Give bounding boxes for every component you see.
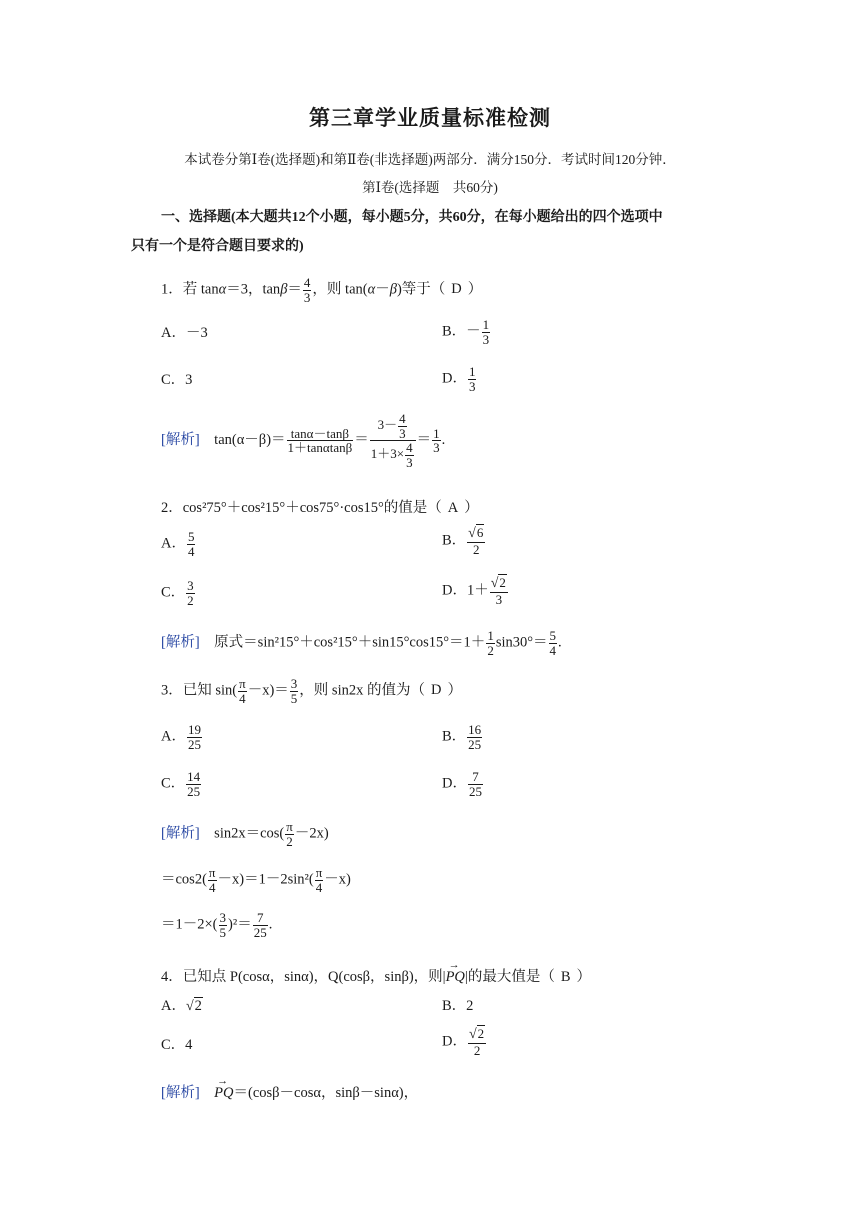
q3-solution-line1: [解析] sin2x＝cos( $\frac{\pi}{2}$ －2x) [161, 819, 329, 849]
q3-option-d: D． $\frac{7}{25}$ [442, 769, 482, 799]
q2-option-c: C． $\frac{3}{2}$ [161, 578, 194, 608]
question-3-answer: D [430, 682, 442, 699]
part-heading: 第Ⅰ卷(选择题 共60分) [362, 180, 498, 195]
q3-solution-line3: ＝1－2×( $\frac{3}{5}$ )²＝ $\frac{7}{25}$ . [161, 910, 273, 940]
q2-option-d: D．1＋ $\frac{√2}{3}$ [442, 575, 506, 607]
vector-pq: → PQ [446, 970, 465, 985]
q1-solution: [解析] tan(α－β)＝ $\frac{\tan\alpha-\tan\beta}{1+\tan\alpha\tan\beta}$ ＝ 3－ $\frac{4}{3}$ 1＋3× $\frac{4}{3}$ ＝ $\frac{1}{3}$ . [161, 411, 446, 470]
page-title: 第三章学业质量标准检测 [309, 106, 551, 130]
analysis-label: [解析] [161, 634, 200, 651]
question-1-stem: 1．若 tanα＝3，tanβ＝ $\frac{4}{3}$ ，则 tan(α－β)等于（ D ） [161, 275, 483, 305]
q3-option-b: B． $\frac{16}{25}$ [442, 722, 482, 752]
question-1-answer: D [451, 281, 462, 298]
question-2-stem: 2．cos²75°＋cos²15°＋cos75°·cos15°的值是（ A ） [161, 500, 479, 516]
q4-option-a: A．√2 [161, 998, 202, 1014]
q4-option-b: B．2 [442, 998, 474, 1014]
section-instruction-line2: 只有一个是符合题目要求的) [131, 239, 304, 254]
analysis-label: [解析] [161, 432, 200, 449]
question-2-answer: A [447, 500, 459, 516]
q4-solution: [解析] → PQ＝(cosβ－cosα，sinβ－sinα)， [161, 1086, 418, 1101]
q1-option-b: B．－ $\frac{1}{3}$ [442, 317, 490, 347]
q1-option-a: A．－3 [161, 325, 208, 341]
analysis-label: [解析] [161, 825, 200, 842]
q2-option-a: A． $\frac{5}{4}$ [161, 529, 195, 559]
question-4-answer: B [560, 969, 571, 985]
exam-intro: 本试卷分第Ⅰ卷(选择题)和第Ⅱ卷(非选择题)两部分．满分150分．考试时间120分钟． [184, 152, 676, 167]
q1-option-c: C．3 [161, 372, 193, 388]
q1-option-d: D． $\frac{1}{3}$ [442, 364, 476, 394]
q2-option-b: B． $\frac{√6}{2}$ [442, 525, 484, 557]
q3-option-c: C． $\frac{14}{25}$ [161, 769, 201, 799]
q4-option-c: C．4 [161, 1037, 193, 1053]
q3-option-a: A． $\frac{19}{25}$ [161, 722, 201, 752]
question-3-stem: 3．已知 sin( $\frac{\pi}{4}$ －x)＝ $\frac{3}{5}$ ，则 sin2x 的值为（ D ） [161, 676, 462, 706]
analysis-label: [解析] [161, 1085, 200, 1101]
question-4-stem: 4．已知点 P(cosα，sinα)，Q(cosβ，sinβ)，则|→ PQ|的最大值是（ B ） [161, 970, 591, 985]
q2-solution: [解析] 原式＝sin²15°＋cos²15°＋sin15°cos15°＝1＋ $\frac{1}{2}$ sin30°＝ $\frac{5}{4}$ . [161, 628, 562, 658]
q4-option-d: D． $\frac{√2}{2}$ [442, 1026, 485, 1058]
q3-solution-line2: ＝cos2( $\frac{\pi}{4}$ －x)＝1－2sin²( $\frac{\pi}{4}$ －x) [161, 865, 351, 895]
vector-pq: → PQ [214, 1086, 233, 1101]
section-instruction-line1: 一、选择题(本大题共12个小题，每小题5分，共60分，在每小题给出的四个选项中 [161, 210, 663, 225]
